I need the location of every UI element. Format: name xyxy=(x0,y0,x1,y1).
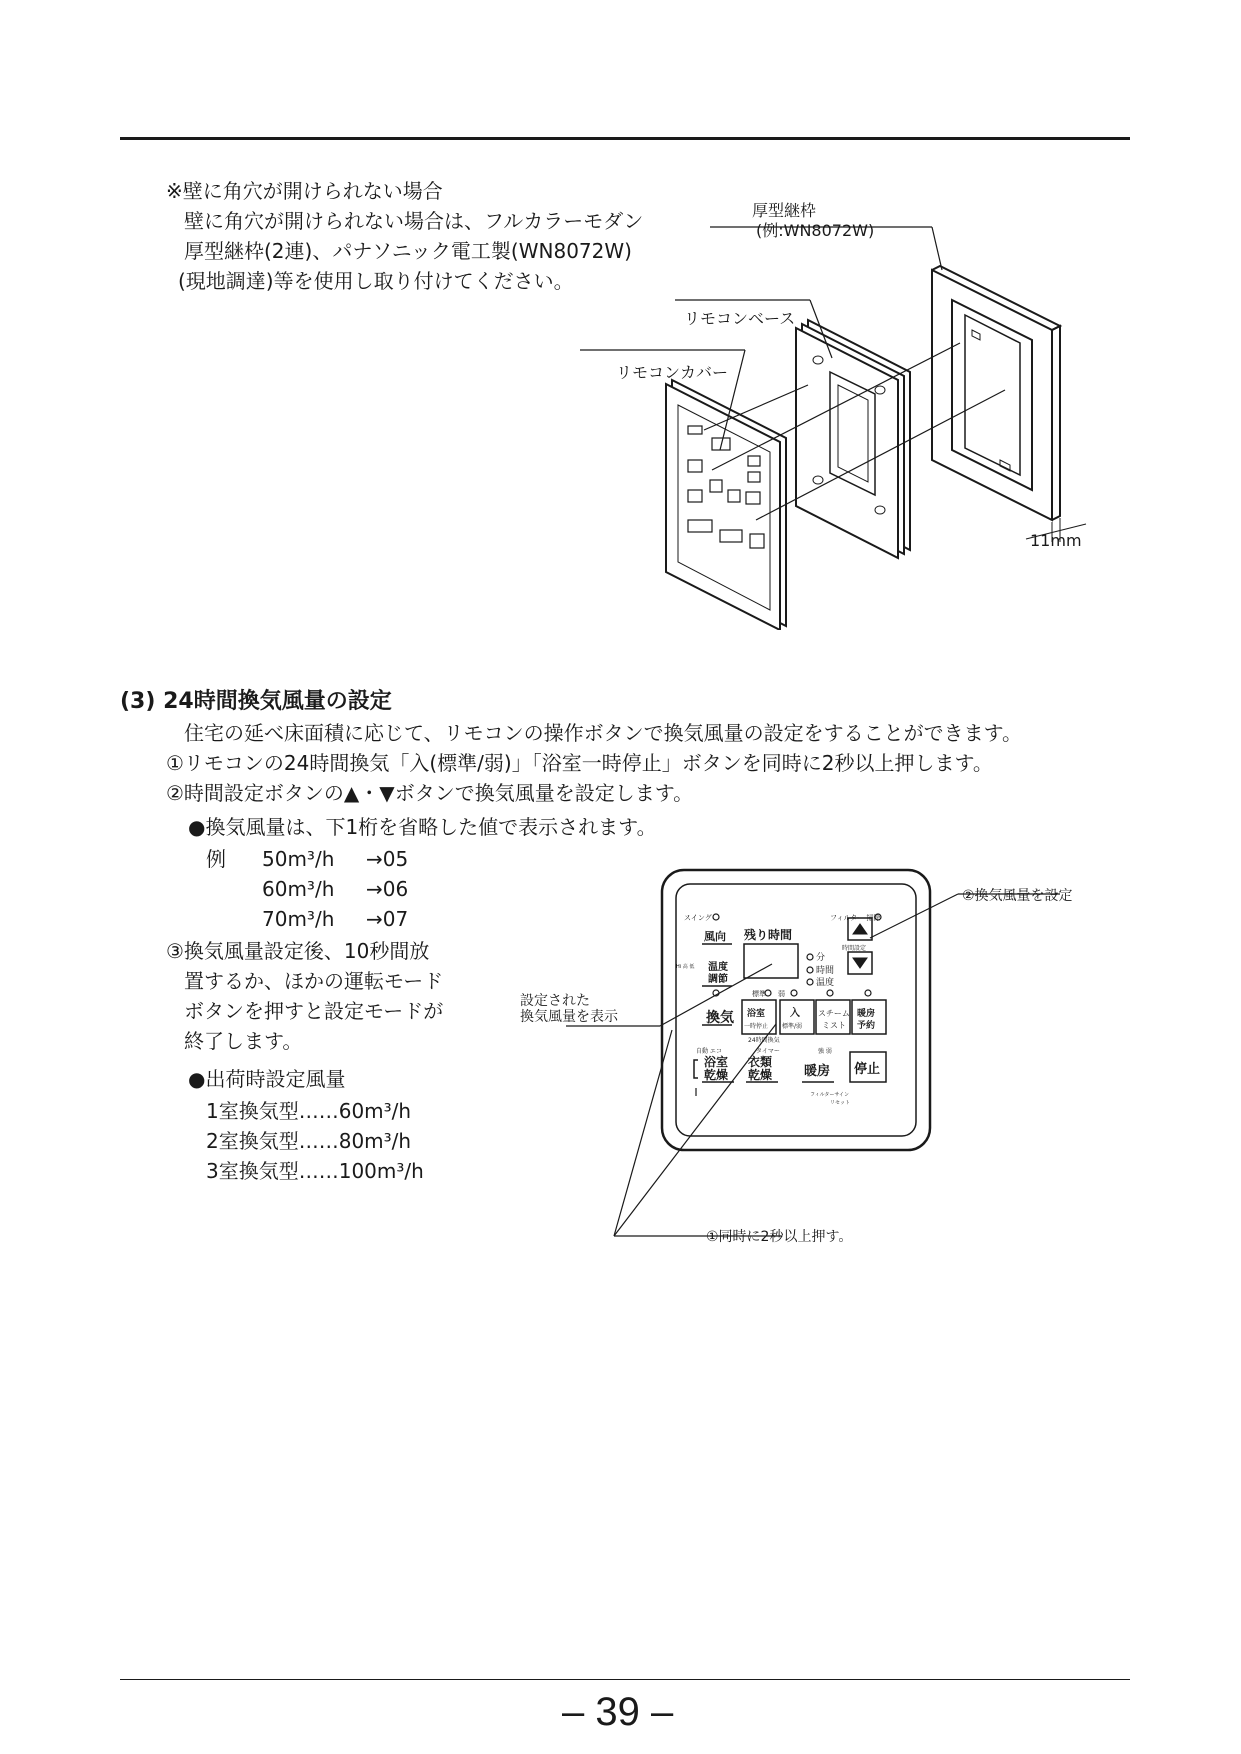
remote-base-label: リモコンベース xyxy=(684,309,796,328)
callout-display-line: 設定された xyxy=(520,993,590,1009)
note-line: (現地調達)等を使用し取り付けてください。 xyxy=(178,269,574,293)
label-hours: 時間 xyxy=(816,966,835,976)
label-remaining-time: 残り時間 xyxy=(744,928,793,942)
label-reset: リセット xyxy=(830,1100,850,1106)
label-auto-eco: 自動 エコ xyxy=(696,1048,722,1055)
note-line: ※壁に角穴が開けられない場合 xyxy=(166,179,443,203)
remote-control-diagram xyxy=(500,860,1100,1250)
note-line: 壁に角穴が開けられない場合は、フルカラーモダン xyxy=(184,209,644,233)
callout-press-together: ①同時に2秒以上押す。 xyxy=(706,1229,853,1245)
button-ventilation-on: 入 xyxy=(790,1008,800,1019)
bullet-default-flow: ●出荷時設定風量 xyxy=(188,1067,346,1091)
example-flow: 60m³/h xyxy=(262,877,335,901)
step-2: ②時間設定ボタンの▲・▼ボタンで換気風量を設定します。 xyxy=(166,781,694,805)
bullet-display-note: ●換気風量は、下1桁を省略した値で表示されます。 xyxy=(188,815,657,839)
label-weak: 弱 xyxy=(778,990,785,998)
page-number: – 39 – xyxy=(562,1690,674,1734)
default-flow-item: 1室換気型……60m³/h xyxy=(206,1099,412,1123)
label-time-setting: 時間設定 xyxy=(842,945,867,952)
example-value: →07 xyxy=(366,907,409,931)
section-heading: (3) 24時間換気風量の設定 xyxy=(120,689,392,714)
top-rule xyxy=(120,137,1130,140)
label-minutes: 分 xyxy=(816,953,826,963)
step-3-line: ボタンを押すと設定モードが xyxy=(184,999,444,1023)
button-stop: 停止 xyxy=(854,1062,881,1077)
label-temp-adjust: 温度 xyxy=(708,962,728,973)
label-hi-lo: Hi 高 低 xyxy=(676,964,695,970)
example-value: →05 xyxy=(366,847,409,871)
example-value: →06 xyxy=(366,877,409,901)
label-temp-adjust: 調節 xyxy=(708,974,728,985)
step-3-line: 置するか、ほかの運転モード xyxy=(184,969,444,993)
callout-display-line: 換気風量を表示 xyxy=(520,1009,618,1025)
button-bath-pause: 一時停止 xyxy=(744,1023,769,1030)
label-wind-direction: 風向 xyxy=(704,930,726,943)
frame-label: 厚型継枠 xyxy=(752,201,817,220)
label-swing: スイング xyxy=(684,914,712,922)
installation-diagram xyxy=(580,190,1120,630)
label-strong-weak: 強 弱 xyxy=(818,1048,832,1055)
button-bath-dry: 浴室 xyxy=(704,1055,729,1069)
button-steam: ミスト xyxy=(822,1021,846,1030)
button-ventilation: 換気 xyxy=(706,1010,734,1026)
bottom-rule xyxy=(120,1679,1130,1680)
callout-set-flow: ②換気風量を設定 xyxy=(962,888,1073,904)
label-standard: 標準 xyxy=(752,990,766,998)
default-flow-item: 3室換気型……100m³/h xyxy=(206,1159,424,1183)
frame-model-label: (例:WN8072W) xyxy=(756,221,875,240)
dimension-label: 11mm xyxy=(1030,531,1082,550)
remote-cover-label: リモコンカバー xyxy=(616,363,729,382)
section-intro: 住宅の延べ床面積に応じて、リモコンの操作ボタンで換気風量の設定をすることができます。 xyxy=(184,721,1022,745)
button-clothes-dry: 乾燥 xyxy=(748,1068,773,1082)
label-24h-ventilation: 24時間換気 xyxy=(748,1037,780,1044)
label-filter-sign: フィルターサイン xyxy=(810,1092,850,1098)
default-flow-item: 2室換気型……80m³/h xyxy=(206,1129,412,1153)
label-timer: タイマー xyxy=(756,1048,780,1055)
button-clothes-dry: 衣類 xyxy=(748,1055,773,1069)
button-heat-reserve: 暖房 xyxy=(857,1009,876,1019)
label-temperature: 温度 xyxy=(816,978,835,988)
button-heating: 暖房 xyxy=(804,1064,831,1079)
example-flow: 70m³/h xyxy=(262,907,335,931)
label-filter: フィルター 掃除 xyxy=(830,914,881,922)
example-label: 例 xyxy=(206,847,226,871)
note-line: 厚型継枠(2連)、パナソニック電工製(WN8072W) xyxy=(184,239,632,263)
button-bath-dry: 乾燥 xyxy=(704,1068,729,1082)
step-1: ①リモコンの24時間換気「入(標準/弱)」「浴室一時停止」ボタンを同時に2秒以上押します。 xyxy=(166,751,993,775)
button-heat-reserve: 予約 xyxy=(857,1021,876,1031)
example-flow: 50m³/h xyxy=(262,847,335,871)
button-bath-pause: 浴室 xyxy=(747,1009,766,1019)
step-3-line: ③換気風量設定後、10秒間放 xyxy=(166,939,430,963)
button-steam: スチーム xyxy=(818,1009,850,1018)
step-3-line: 終了します。 xyxy=(184,1029,303,1053)
button-ventilation-on: 標準/弱 xyxy=(782,1023,803,1030)
